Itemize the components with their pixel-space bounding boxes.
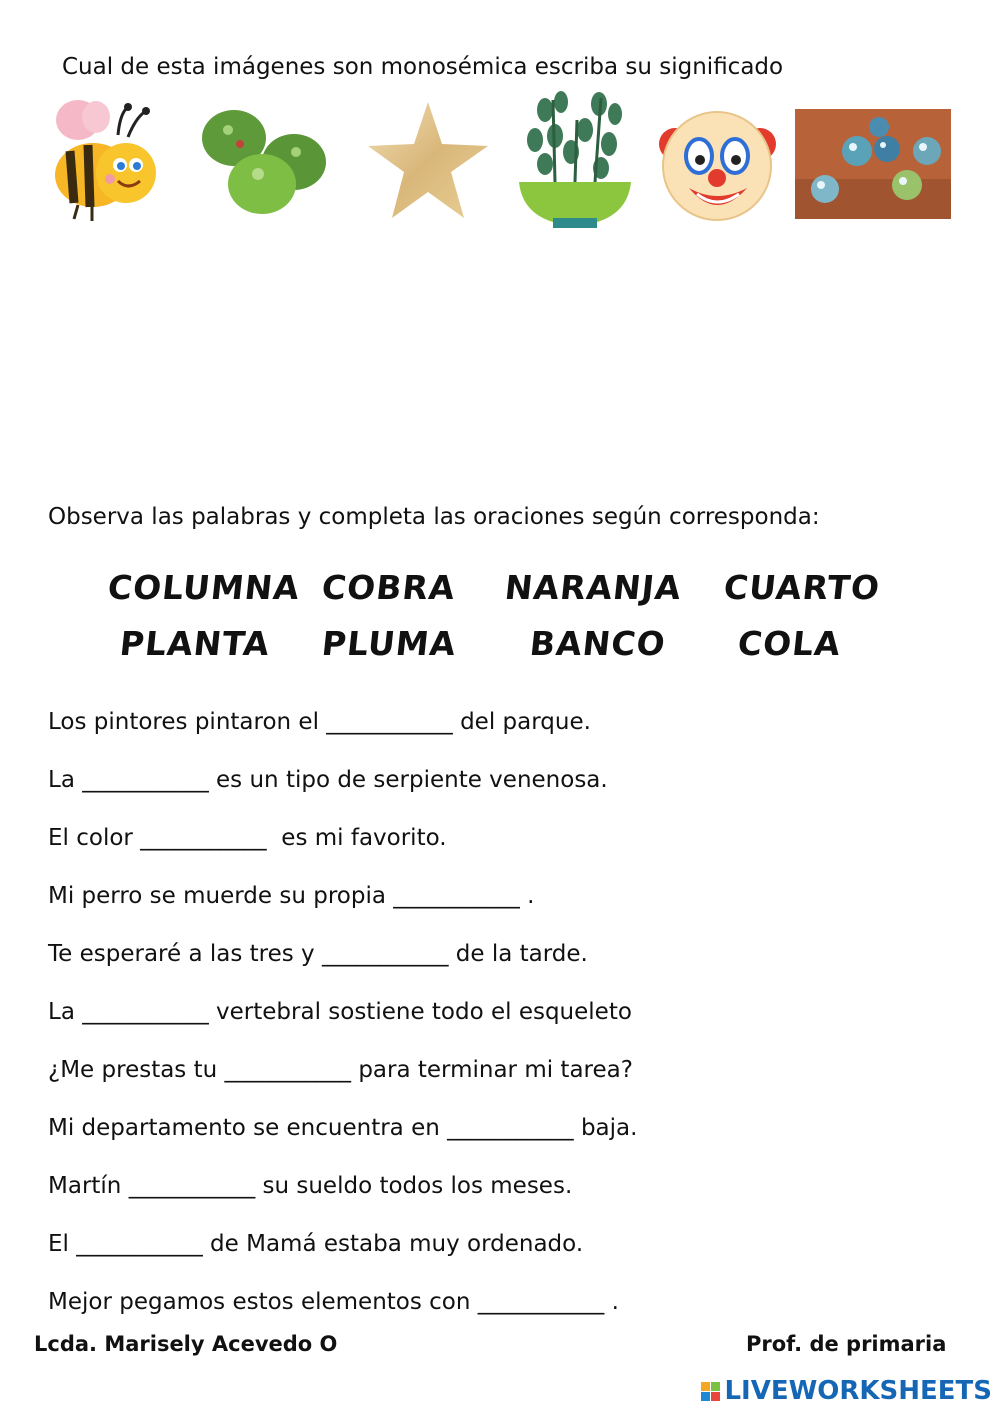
sentence-2[interactable]: La ___________ es un tipo de serpiente venenosa. <box>48 767 608 793</box>
star-image <box>366 100 490 222</box>
word-pluma: PLUMA <box>319 624 459 663</box>
sentence-1[interactable]: Los pintores pintaron el ___________ del parque. <box>48 709 591 735</box>
word-cuarto: CUARTO <box>721 568 883 607</box>
sentence-7[interactable]: ¿Me prestas tu ___________ para terminar mi tarea? <box>48 1057 633 1083</box>
instruction: Observa las palabras y completa las oraciones según corresponda: <box>48 504 820 530</box>
word-banco: BANCO <box>527 624 668 663</box>
word-planta: PLANTA <box>117 624 272 663</box>
brand-name: LIVEWORKSHEETS <box>724 1376 992 1406</box>
question-monosemic: Cual de esta imágenes son monosémica escriba su significado <box>62 54 784 80</box>
word-columna: COLUMNA <box>105 568 302 607</box>
clown-image <box>655 104 780 226</box>
sentence-5[interactable]: Te esperaré a las tres y ___________ de la tarde. <box>48 941 588 967</box>
word-cola: COLA <box>735 624 843 663</box>
plant-image <box>515 90 635 230</box>
sentence-4[interactable]: Mi perro se muerde su propia ___________ . <box>48 883 535 909</box>
sentence-10[interactable]: El ___________ de Mamá estaba muy ordenado. <box>48 1231 584 1257</box>
marbles-image <box>795 109 951 219</box>
word-cobra: COBRA <box>319 568 458 607</box>
sentence-9[interactable]: Martín ___________ su sueldo todos los meses. <box>48 1173 573 1199</box>
sentence-6[interactable]: La ___________ vertebral sostiene todo el esqueleto <box>48 999 632 1025</box>
olives-image <box>200 104 330 219</box>
footer-author: Lcda. Marisely Acevedo O <box>34 1332 338 1356</box>
sentence-11[interactable]: Mejor pegamos estos elementos con ___________ . <box>48 1289 619 1315</box>
footer-role: Prof. de primaria <box>746 1332 947 1356</box>
word-naranja: NARANJA <box>502 568 684 607</box>
bee-image <box>48 95 158 225</box>
sentence-3[interactable]: El color ___________ es mi favorito. <box>48 825 447 851</box>
sentence-8[interactable]: Mi departamento se encuentra en ___________ baja. <box>48 1115 638 1141</box>
liveworksheets-logo[interactable] <box>701 1376 992 1406</box>
liveworksheets-icon <box>701 1382 720 1401</box>
